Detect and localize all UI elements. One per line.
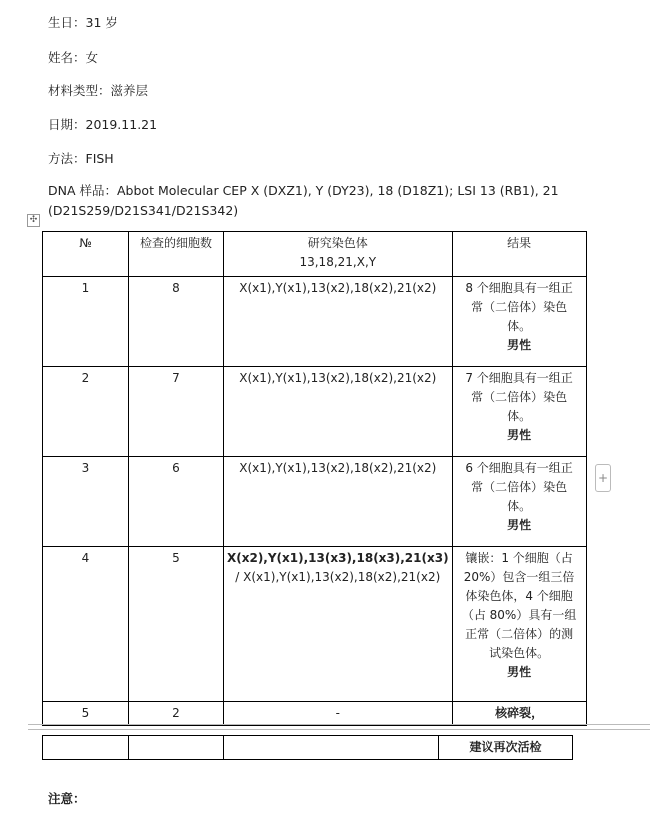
row-no: 1 <box>43 277 129 367</box>
material-field: 材料类型：滋养层 <box>48 83 149 98</box>
row-cells: 6 <box>129 457 224 547</box>
row-chromosomes: X(x1),Y(x1),13(x2),18(x2),21(x2) <box>224 277 453 367</box>
row-sex: 男性 <box>507 518 532 532</box>
date-field: 日期：2019.11.21 <box>48 117 158 132</box>
table-row <box>43 736 573 760</box>
row-no: 2 <box>43 367 129 457</box>
table-move-handle-icon[interactable]: ✣ <box>27 214 40 227</box>
name-field: 姓名：女 <box>48 50 99 65</box>
row-cells: 7 <box>129 367 224 457</box>
empty-cell <box>43 736 129 760</box>
add-column-icon[interactable]: + <box>595 464 611 492</box>
table-row <box>43 367 587 457</box>
recommendation-cell: 建议再次活检 <box>439 736 573 760</box>
row-cells: 2 <box>129 702 224 726</box>
row-result-text: 8 个细胞具有一组正常（二倍体）染色体。 <box>465 281 573 333</box>
results-table <box>42 231 587 726</box>
header-chromosomes-label: 研究染色体 <box>307 236 368 250</box>
row-result <box>452 457 586 547</box>
empty-cell <box>224 736 439 760</box>
table-row <box>43 277 587 367</box>
row-cells: 8 <box>129 277 224 367</box>
results-table-continued <box>42 735 573 760</box>
note-label: 注意： <box>48 791 86 806</box>
header-chromosomes <box>224 232 453 277</box>
header-no: № <box>43 232 129 277</box>
row-result <box>452 367 586 457</box>
row-result-text: 7 个细胞具有一组正常（二倍体）染色体。 <box>465 371 573 423</box>
row-chromosomes-normal: / X(x1),Y(x1),13(x2),18(x2),21(x2) <box>235 570 441 584</box>
table-row <box>43 547 587 702</box>
row-chromosomes-mosaic: X(x2),Y(x1),13(x3),18(x3),21(x3) <box>227 551 449 565</box>
row-result <box>452 547 586 702</box>
row-chromosomes: X(x1),Y(x1),13(x2),18(x2),21(x2) <box>224 367 453 457</box>
row-sex: 男性 <box>507 338 532 352</box>
page-break-line <box>28 729 650 730</box>
row-result <box>452 277 586 367</box>
row-result: 核碎裂， <box>452 702 586 726</box>
row-result-text: 镶嵌：1 个细胞（占 20%）包含一组三倍体染色体，4 个细胞（占 80%）具有一组正常（二倍体）的测试染色体。 <box>461 551 577 660</box>
row-chromosomes: - <box>224 702 453 726</box>
table-header-row <box>43 232 587 277</box>
birth-field: 生日：31 岁 <box>48 15 118 30</box>
row-sex: 男性 <box>507 428 532 442</box>
header-result: 结果 <box>452 232 586 277</box>
row-chromosomes: X(x1),Y(x1),13(x2),18(x2),21(x2) <box>224 457 453 547</box>
row-cells: 5 <box>129 547 224 702</box>
method-field: 方法：FISH <box>48 151 114 166</box>
dna-sample-field: DNA 样品：Abbot Molecular CEP X (DXZ1), Y (DY23), 18 (D18Z1); LSI 13 (RB1), 21 (D21S259/D21S341/D21S342) <box>48 183 559 218</box>
table-row <box>43 702 587 726</box>
row-chromosomes <box>224 547 453 702</box>
row-no: 5 <box>43 702 129 726</box>
header-chromosomes-list: 13,18,21,X,Y <box>299 255 377 269</box>
row-result-text: 6 个细胞具有一组正常（二倍体）染色体。 <box>465 461 573 513</box>
row-no: 4 <box>43 547 129 702</box>
row-no: 3 <box>43 457 129 547</box>
page-break-line <box>28 724 650 725</box>
row-sex: 男性 <box>507 665 532 679</box>
empty-cell <box>129 736 224 760</box>
header-cells: 检查的细胞数 <box>129 232 224 277</box>
table-row <box>43 457 587 547</box>
